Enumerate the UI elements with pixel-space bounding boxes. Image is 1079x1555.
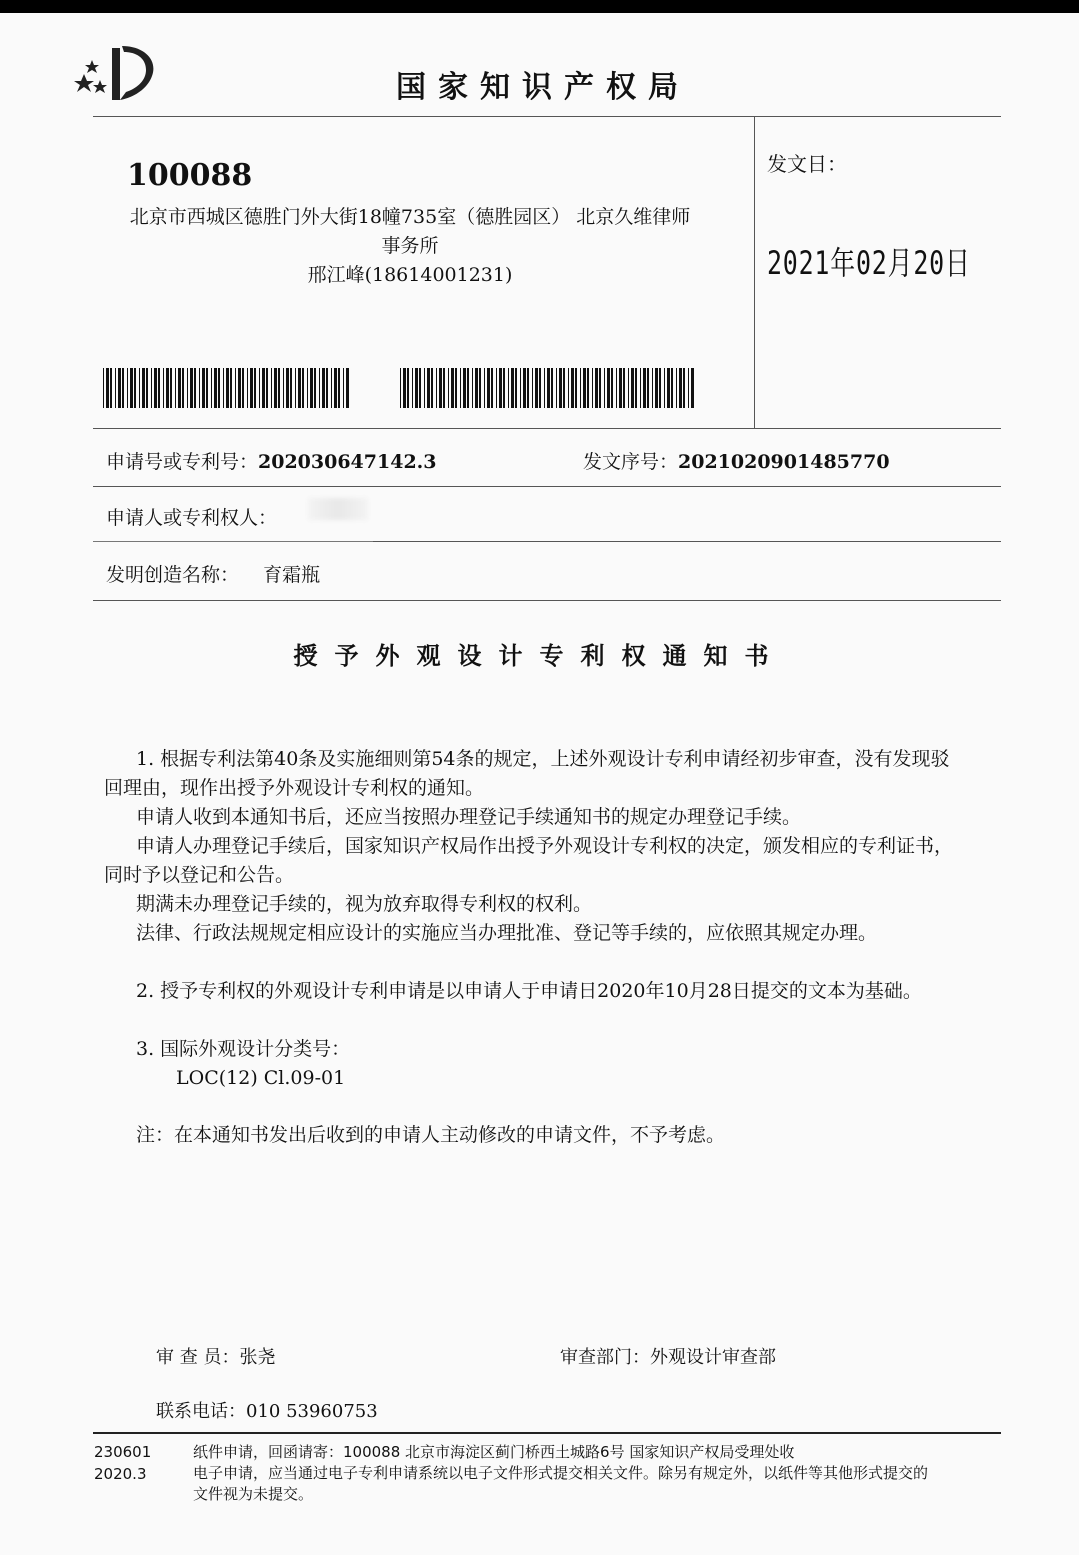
serial-number-field [583,447,890,474]
divider [373,541,1001,542]
note: 注：在本通知书发出后收到的申请人主动修改的申请文件，不予考虑。 [136,1124,726,1146]
date-value: 2021年02月20日 [767,244,971,282]
notice-title: 授予外观设计专利权通知书 [293,642,786,670]
classification-code: LOC(12) Cl.09-01 [176,1067,346,1089]
paragraph: 1. 根据专利法第40条及实施细则第54条的规定，上述外观设计专利申请经初步审查，没有发现驳 [136,748,950,770]
form-code: 230601 [94,1443,152,1461]
application-number: 202030647142.3 [258,451,437,473]
barcode [103,368,349,408]
design-name: 育霜瓶 [263,564,321,586]
footer-text [193,1442,1008,1505]
redacted-area [308,498,368,520]
divider [93,428,1001,429]
paragraph: 期满未办理登记手续的，视为放弃取得专利权的权利。 [136,893,593,915]
top-edge [0,0,1079,13]
paragraph: 法律、行政法规规定相应设计的实施应当办理批准、登记等手续的，应依照其规定办理。 [136,922,878,944]
cnipa-logo [74,40,158,106]
serial-number-label: 发文序号： [583,451,679,473]
form-version: 2020.3 [94,1465,147,1483]
contact: 邢江峰(18614001231) [307,264,513,286]
applicant-label: 申请人或专利权人： [106,507,278,529]
applicant-field [106,503,277,530]
paragraph: 3. 国际外观设计分类号： [136,1038,351,1060]
footer-divider [93,1432,1001,1434]
paragraph: 2. 授予专利权的外观设计专利申请是以申请人于申请日2020年10月28日提交的文本为基础。 [136,980,922,1002]
office-name: 国家知识产权局 [396,70,690,105]
paragraph: 同时予以登记和公告。 [104,864,295,886]
paragraph: 申请人收到本通知书后，还应当按照办理登记手续通知书的规定办理登记手续。 [136,806,802,828]
design-name-label: 发明创造名称： [106,564,240,586]
postcode: 100088 [127,158,253,193]
footer-line: 电子申请，应当通过电子专利申请系统以电子文件形式提交相关文件。除另有规定外，以纸件等其他形式提交的 [193,1464,929,1482]
department: 审查部门：外观设计审查部 [560,1347,776,1368]
date-label: 发文日： [767,152,847,176]
paragraph: 回理由，现作出授予外观设计专利权的通知。 [104,777,485,799]
examiner: 审 查 员：张尧 [156,1347,276,1368]
divider [754,116,755,429]
barcode [400,368,696,408]
design-name-field [106,560,320,587]
divider [93,486,1001,487]
address-line: 事务所 [381,235,439,257]
divider [93,600,1001,601]
application-number-label: 申请号或专利号： [106,451,259,473]
divider [93,116,1001,117]
serial-number: 2021020901485770 [678,451,890,473]
footer-line: 文件视为未提交。 [193,1485,314,1503]
notice-body [104,745,1004,948]
divider [93,541,373,542]
address-line: 北京市西城区德胜门外大街18幢735室（德胜园区） 北京久维律师 [129,206,691,228]
application-number-field [106,447,437,474]
paragraph: 申请人办理登记手续后，国家知识产权局作出授予外观设计专利权的决定，颁发相应的专利证书， [136,835,954,857]
phone: 联系电话：010 53960753 [156,1401,378,1422]
footer-line: 纸件申请，回函请寄：100088 北京市海淀区蓟门桥西土城路6号 国家知识产权局受理处收 [193,1443,795,1461]
